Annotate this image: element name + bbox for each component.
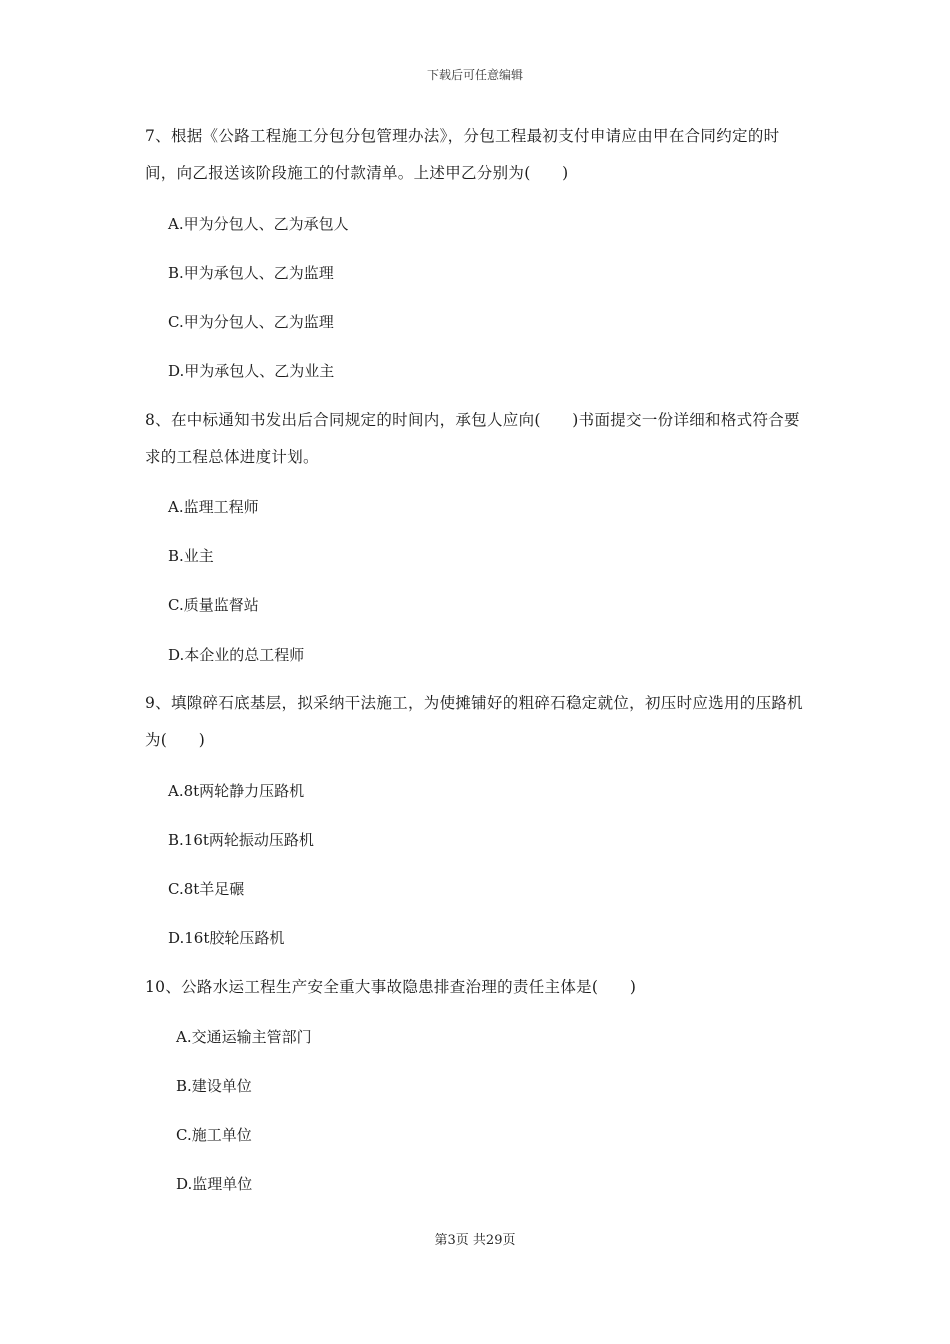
question-10-option-a: A.交通运输主管部门 [176,1028,312,1046]
question-10-option-d: D.监理单位 [176,1175,253,1193]
page-footer: 第3页 共29页 [434,1233,516,1248]
question-10: 10、公路水运工程生产安全重大事故隐患排查治理的责任主体是( ) [145,978,637,996]
question-10-option-b: B.建设单位 [176,1077,252,1095]
question-9: 9、填隙碎石底基层，拟采纳干法施工，为使摊铺好的粗碎石稳定就位，初压时应选用的压路机为( ) [145,694,803,749]
question-10-option-c: C.施工单位 [176,1126,252,1144]
question-7-option-c: C.甲为分包人、乙为监理 [168,313,334,331]
question-7: 7、根据《公路工程施工分包分包管理办法》，分包工程最初支付申请应由甲在合同约定的时间，向乙报送该阶段施工的付款清单。上述甲乙分别为( ) [145,127,780,182]
question-9-option-d: D.16t胶轮压路机 [168,929,285,947]
question-9-option-b: B.16t两轮振动压路机 [168,831,314,849]
question-9-option-a: A.8t两轮静力压路机 [168,782,305,800]
question-7-option-b: B.甲为承包人、乙为监理 [168,264,334,282]
question-7-option-d: D.甲为承包人、乙为业主 [168,362,335,380]
question-7-option-a: A.甲为分包人、乙为承包人 [168,215,349,233]
question-8-option-c: C.质量监督站 [168,596,259,614]
question-8-option-d: D.本企业的总工程师 [168,646,305,664]
question-8: 8、在中标通知书发出后合同规定的时间内，承包人应向( )书面提交一份详细和格式符合要求的工程总体进度计划。 [145,411,800,466]
question-9-option-c: C.8t羊足碾 [168,880,245,898]
question-8-option-a: A.监理工程师 [168,498,259,516]
question-8-option-b: B.业主 [168,547,214,565]
page-header: 下载后可任意编辑 [426,68,523,82]
